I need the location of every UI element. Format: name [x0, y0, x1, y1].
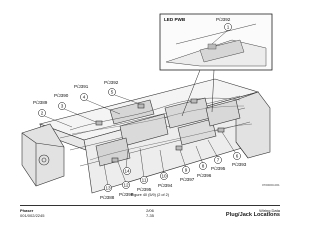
callout-label: P/J393 [232, 162, 247, 167]
callout-number: 7 [216, 157, 220, 163]
callout-number: 14 [124, 168, 130, 174]
callout-number: 2 [40, 110, 44, 116]
figure-caption: Figure 40 (5/9) (2 of 2) [131, 193, 169, 197]
footer-right [226, 208, 280, 218]
callout-number: 9 [184, 167, 188, 173]
inset-title: LED PWB [164, 17, 186, 22]
led-pwb-inset [160, 14, 272, 70]
callout-label: P/J389 [33, 100, 48, 105]
inset-connector-label: P/J392 [216, 17, 231, 22]
footer-left-line1: Phaser [20, 208, 34, 213]
footer-center-line1: 2/06 [146, 208, 154, 213]
callout-label: P/J394 [158, 183, 173, 188]
inset-callout-number: 1 [226, 24, 230, 30]
callout-label: P/J395 [211, 166, 226, 171]
callout-label: P/J388 [100, 195, 115, 200]
callout-number: 11 [141, 177, 147, 183]
callout-label: P/J390 [54, 93, 69, 98]
callout-number: 10 [161, 173, 167, 179]
callout-label: P/J395 [137, 187, 152, 192]
footer-right-line2: Plug/Jack Locations [225, 212, 280, 218]
callout-label: P/J397 [180, 177, 195, 182]
footer-right-line1: Wiring Data [259, 208, 280, 213]
callout-label: P/J391 [74, 84, 89, 89]
callout-number: 4 [82, 94, 86, 100]
callout-number: 6 [235, 153, 239, 159]
callout-number: 13 [105, 185, 111, 191]
callout-number: 12 [123, 182, 129, 188]
page-footer [20, 205, 280, 228]
callout-number: 3 [60, 103, 64, 109]
callout-label: P/J398 [119, 192, 134, 197]
callout-label: P/J396 [197, 173, 212, 178]
callout-number: 8 [201, 163, 205, 169]
figure-id: 0700000-001 [262, 183, 280, 187]
callout-label: P/J392 [104, 80, 119, 85]
footer-left-line2: 001/002/2245 [20, 213, 45, 218]
footer-center-line2: 7-35 [145, 213, 154, 218]
callout-number: 5 [110, 89, 114, 95]
